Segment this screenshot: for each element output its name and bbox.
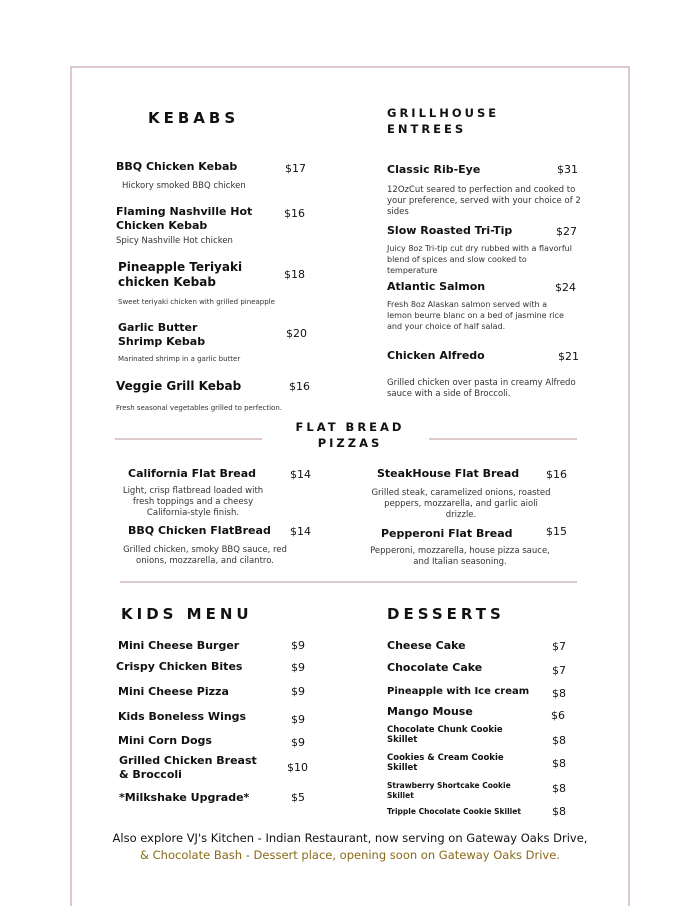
kids-item-price: $9 [291, 685, 305, 698]
flatbread-item-name: BBQ Chicken FlatBread [128, 524, 271, 537]
grillhouse-title: GRILLHOUSE [387, 106, 500, 120]
entree-item-price: $21 [558, 350, 579, 363]
dessert-item-name: Strawberry Shortcake Cookie Skillet [387, 781, 511, 800]
kebab-item-name: BBQ Chicken Kebab [116, 160, 238, 173]
kebab-item-name: Garlic Butter Shrimp Kebab [118, 321, 206, 348]
dessert-item-price: $8 [552, 805, 566, 818]
kebab-item-price: $20 [286, 327, 307, 340]
flatbread-item-price: $14 [290, 468, 311, 481]
entree-item-desc: Grilled chicken over pasta in creamy Alfredo sauce with a side of Broccoli. [387, 378, 576, 399]
kebab-item-price: $18 [284, 268, 305, 281]
divider [115, 438, 262, 440]
flatbread-item-price: $16 [546, 468, 567, 481]
footer-line: Also explore VJ's Kitchen - Indian Restaurant, now serving on Gateway Oaks Drive, [112, 831, 588, 845]
kebabs-title: KEBABS [148, 109, 240, 127]
dessert-item-price: $8 [552, 757, 566, 770]
flatbread-item-price: $14 [290, 525, 311, 538]
flatbread-item-desc: Light, crisp flatbread loaded with fresh toppings and a cheesy California-style finish. [122, 486, 264, 518]
kids-item-price: $9 [291, 639, 305, 652]
kebab-item-name: Veggie Grill Kebab [116, 379, 242, 393]
kebab-item-price: $16 [289, 380, 310, 393]
kebab-item-desc: Fresh seasonal vegetables grilled to perfection. [116, 404, 282, 412]
flatbread-item-desc: Pepperoni, mozzarella, house pizza sauce, and Italian seasoning. [370, 546, 550, 567]
dessert-item-name: Chocolate Cake [387, 661, 483, 674]
dessert-item-price: $6 [551, 709, 565, 722]
entree-item-name: Slow Roasted Tri-Tip [387, 224, 513, 237]
kids-item-name: Kids Boneless Wings [118, 710, 247, 723]
dessert-item-name: Chocolate Chunk Cookie Skillet [387, 725, 503, 745]
kids-item-name: Mini Cheese Pizza [118, 685, 229, 698]
entree-item-price: $24 [555, 281, 576, 294]
kebab-item-desc: Spicy Nashville Hot chicken [116, 236, 233, 246]
kids-item-name: Crispy Chicken Bites [116, 660, 243, 673]
dessert-item-name: Cheese Cake [387, 639, 466, 652]
kebab-item-name: Pineapple Teriyaki chicken Kebab [118, 260, 243, 289]
desserts-title: DESSERTS [387, 605, 505, 623]
flatbread-item-desc: Grilled steak, caramelized onions, roasted peppers, mozzarella, and garlic aioli drizzle. [371, 488, 551, 520]
dessert-item-name: Tripple Chocolate Cookie Skillet [387, 807, 521, 816]
dessert-item-name: Pineapple with Ice cream [387, 686, 530, 697]
grillhouse-title: ENTREES [387, 122, 467, 136]
entree-item-price: $31 [557, 163, 578, 176]
kids-item-name: Grilled Chicken Breast & Broccoli [119, 754, 257, 781]
flatbread-item-name: SteakHouse Flat Bread [377, 467, 520, 480]
kids-item-price: $10 [287, 761, 308, 774]
entree-item-name: Classic Rib-Eye [387, 163, 481, 176]
entree-item-name: Atlantic Salmon [387, 280, 486, 293]
entree-item-desc: Fresh 8oz Alaskan salmon served with a lemon beurre blanc on a bed of jasmine rice and your choice of half salad. [387, 300, 564, 331]
flatbread-item-name: California Flat Bread [128, 467, 257, 480]
dessert-item-price: $8 [552, 734, 566, 747]
dessert-item-price: $7 [552, 664, 566, 677]
kebab-item-price: $16 [284, 207, 305, 220]
kebab-item-price: $17 [285, 162, 306, 175]
kids-item-price: $9 [291, 736, 305, 749]
kids-menu-title: KIDS MENU [121, 605, 253, 623]
dessert-item-name: Mango Mouse [387, 705, 473, 718]
kids-item-price: $9 [291, 713, 305, 726]
dessert-item-price: $7 [552, 640, 566, 653]
flatbread-item-name: Pepperoni Flat Bread [381, 527, 513, 540]
entree-item-desc: 12OzCut seared to perfection and cooked to your preference, served with your choice of 2 sides [387, 185, 581, 217]
divider [429, 438, 577, 440]
kebab-item-desc: Marinated shrimp in a garlic butter [118, 355, 241, 363]
entree-item-desc: Juicy 8oz Tri-tip cut dry rubbed with a flavorful blend of spices and slow cooked to temperature [387, 244, 572, 275]
dessert-item-price: $8 [552, 687, 566, 700]
kebab-item-desc: Sweet teriyaki chicken with grilled pineapple [118, 298, 275, 306]
divider [120, 581, 577, 583]
kids-item-name: Mini Corn Dogs [118, 734, 212, 747]
kids-item-price: $5 [291, 791, 305, 804]
dessert-item-price: $8 [552, 782, 566, 795]
kebab-item-desc: Hickory smoked BBQ chicken [122, 181, 246, 191]
entree-item-name: Chicken Alfredo [387, 349, 485, 362]
footer-line: & Chocolate Bash - Dessert place, opening soon on Gateway Oaks Drive. [140, 848, 560, 862]
entree-item-price: $27 [556, 225, 577, 238]
flatbread-item-desc: Grilled chicken, smoky BBQ sauce, red onions, mozzarella, and cilantro. [123, 545, 287, 566]
kids-item-name: Mini Cheese Burger [118, 639, 240, 652]
flatbread-title: FLAT BREAD [295, 420, 405, 434]
flatbread-item-price: $15 [546, 525, 567, 538]
kids-item-price: $9 [291, 661, 305, 674]
kids-item-name: *Milkshake Upgrade* [119, 791, 250, 804]
flatbread-title: PIZZAS [317, 436, 383, 450]
dessert-item-name: Cookies & Cream Cookie Skillet [387, 753, 504, 773]
kebab-item-name: Flaming Nashville Hot Chicken Kebab [116, 205, 253, 232]
